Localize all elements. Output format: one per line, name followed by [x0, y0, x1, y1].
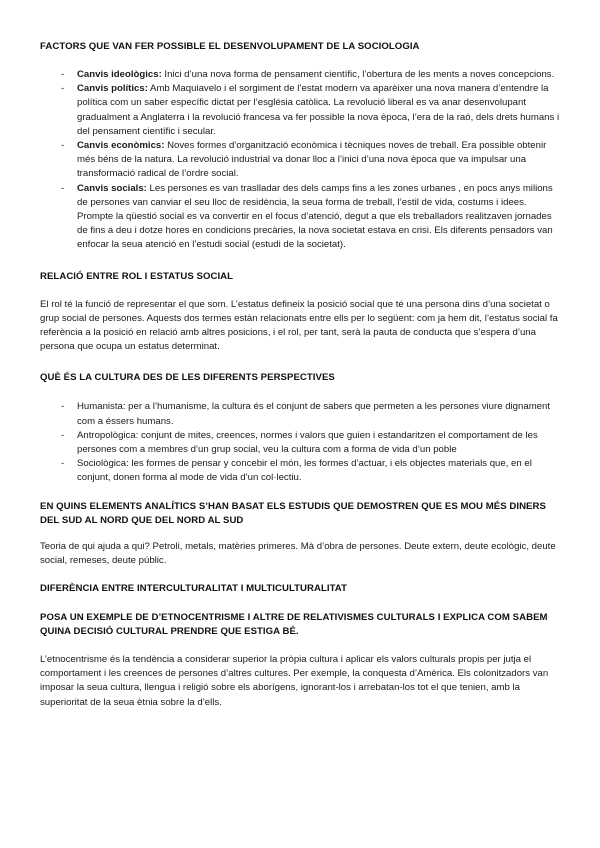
bullet-dash: - [61, 69, 65, 80]
list-item-term: Canvis polítics: [77, 83, 148, 95]
list-item [40, 400, 560, 428]
list-item-text: Les persones es van traslladar des dels camps fins a les zones urbanes , en pocs anys milions de persones van canviar el seu lloc de residència, la seua forma de treball, l’estil de vida, costums i idees. Prompte la qüestió social es va convertir en el focus d’atenció, degut a que els treballadors realitzaven jornades de fins a deu i dotze hores en condicions precàries, la nova societat estava en crisi. Els diferents pensadors van enfocar la seua atenció en l’estudi social (estudi de la societat). [77, 182, 553, 251]
document-body [40, 40, 560, 710]
list-item [40, 139, 560, 182]
list-item-text: Sociològica: les formes de pensar y concebir el món, les formes d’actuar, i els objectes materials que, en el conjunt, donen forma al mode de vida d’un col·lectiu. [77, 458, 532, 484]
heading-rol-estatus: RELACIÓ ENTRE ROL I ESTATUS SOCIAL [40, 270, 234, 282]
list-item [40, 429, 560, 457]
bullet-dash: - [61, 429, 65, 441]
heading-interculturalitat: DIFERÈNCIA ENTRE INTERCULTURALITAT I MULTICULTURALITAT [40, 583, 347, 595]
list-item [40, 82, 560, 139]
list-item-text: Antropològica: conjunt de mites, creences, normes i valors que guien i estandaritzen el comportament de les persones com a membres d’un grup social, veu la cultura com a forma de vida d’un poble [77, 429, 538, 456]
bullet-dash: - [61, 458, 65, 470]
bullet-dash: - [61, 401, 65, 413]
list-item-text: Amb Maquiavelo i el sorgiment de l’estat modern va aparèixer una nova manera d’entendre la política com un saber específic dictat per l’església catòlica. La revolució liberal es va anar desenvolupant gradualment a Anglaterra i la revolució francesa va fer possible la nova època, l’era de la raó, dels drets humans i del pensament científic i secular. [77, 83, 560, 137]
list-item-text: Humanista: per a l’humanisme, la cultura és el conjunt de sabers que permeten a les persones viure dignament com a éssers humans. [77, 401, 551, 427]
factors-list [40, 68, 560, 253]
paragraph-elements-analitics: Teoria de qui ajuda a qui? Petroli, metals, matèries primeres. Mà d’obra de persones. Deute extern, deute ecològic, deute social, remeses, deute públic. [40, 540, 556, 566]
list-item-text: Noves formes d’organització econòmica i tècniques noves de treball. Era possible obtenir més béns de la natura. La revolució industrial va donar lloc a l’inici d’una nova època que va impulsar una transformació radical de l’ordre social. [77, 140, 547, 180]
list-item-term: Canvis socials: [77, 182, 147, 194]
paragraph-etnocentrisme: L’etnocentrisme és la tendència a considerar superior la pròpia cultura i aplicar els valors culturals propis per jutja el comportament i les creences de persones d’altres cultures. Per exemple, la conquesta d’Amèrica. Els colonitzadors van imposar la seua cultura, llengua i religió sobre els aborígens, ignorant-los i arrebatan-los tot el que tenien, amb la superioritat de la seua ètnia sobre la d’ells. [40, 654, 549, 708]
list-item [40, 68, 560, 82]
heading-cultura-perspectives: QUÈ ÉS LA CULTURA DES DE LES DIFERENTS PERSPECTIVES [40, 372, 335, 384]
list-item [40, 182, 560, 253]
heading-factors-sociologia: FACTORS QUE VAN FER POSSIBLE EL DESENVOLUPAMENT DE LA SOCIOLOGIA [40, 41, 420, 52]
heading-elements-analitics: EN QUINS ELEMENTS ANALÍTICS S’HAN BASAT ELS ESTUDIS QUE DEMOSTREN QUE ES MOU MÉS DINERS DEL SUD AL NORD QUE DEL NORD AL SUD [40, 500, 546, 526]
list-item-term: Canvis ideològics: [77, 69, 162, 80]
bullet-dash: - [61, 83, 65, 95]
paragraph-rol-estatus: El rol té la funció de representar el que som. L’estatus defineix la posició social que té una persona dins d’una societat o grup social de persones. Aquests dos termes estàn relacionats entre ells per lo següent: com ja hem dit, l’estatus social fa referència a la posició en relació amb altres posicions, i el rol, per tant, serà la pauta de conducta que s’espera d’una persona que ocupa un estatus determinat. [40, 298, 558, 353]
list-item-text: Inici d’una nova forma de pensament científic, l’obertura de les ments a noves concepcions. [161, 69, 555, 80]
cultura-list [40, 400, 560, 485]
heading-etnocentrisme: POSA UN EXEMPLE DE D’ETNOCENTRISME I ALTRE DE RELATIVISMES CULTURALS I EXPLICA COM SABEM QUINA DECISIÓ CULTURAL PRENDRE QUE ESTIGA BÉ. [40, 612, 548, 638]
list-item-term: Canvis econòmics: [77, 140, 165, 152]
bullet-dash: - [61, 140, 65, 152]
list-item [40, 457, 560, 485]
bullet-dash: - [61, 182, 65, 194]
